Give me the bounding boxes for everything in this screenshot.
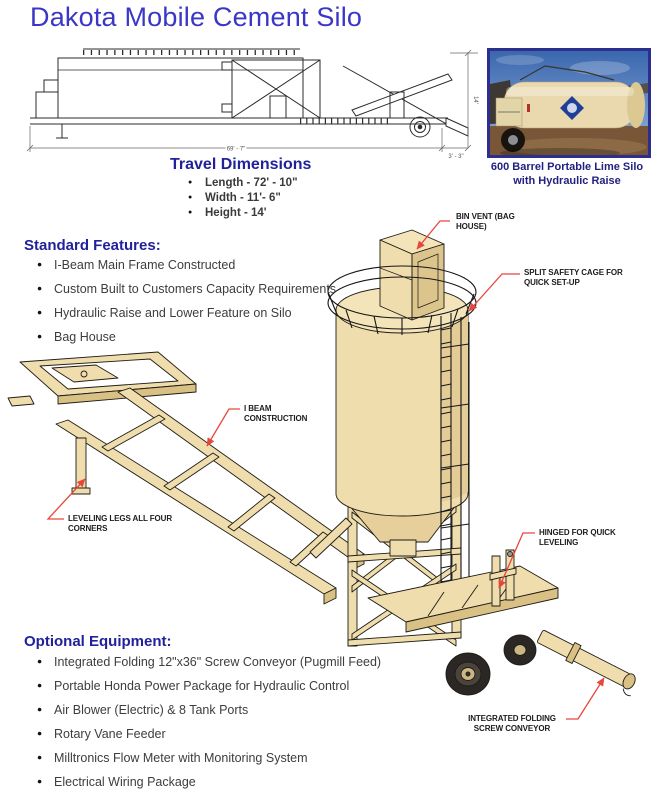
- callout-hinged: HINGED FOR QUICK LEVELING: [539, 528, 616, 547]
- list-item: ● Electrical Wiring Package: [37, 775, 381, 789]
- list-item: ● Rotary Vane Feeder: [37, 727, 381, 741]
- list-item: ● Hydraulic Raise and Lower Feature on Silo: [37, 306, 336, 320]
- optional-equipment-list: [37, 655, 381, 799]
- list-item: ● Air Blower (Electric) & 8 Tank Ports: [37, 703, 381, 717]
- standard-features-list: [37, 258, 336, 354]
- list-item: ● Length - 72' - 10": [188, 177, 298, 189]
- list-item: ● Height - 14': [188, 207, 298, 219]
- photo-caption-line1: 600 Barrel Portable Lime Silo: [490, 161, 644, 173]
- callout-bin-vent: BIN VENT (BAG HOUSE): [456, 212, 515, 231]
- callout-safety-cage: SPLIT SAFETY CAGE FOR QUICK SET-UP: [524, 268, 623, 287]
- dim-height-text: 14': [472, 96, 478, 104]
- list-item: ● Bag House: [37, 330, 336, 344]
- product-photo: [487, 48, 651, 158]
- travel-dimensions-heading: Travel Dimensions: [170, 156, 312, 173]
- optional-equipment-heading: Optional Equipment:: [24, 633, 172, 650]
- callout-screw-conveyor: INTEGRATED FOLDING SCREW CONVEYOR: [468, 714, 556, 733]
- list-item: ● Integrated Folding 12"x36" Screw Conveyor (Pugmill Feed): [37, 655, 381, 669]
- standard-features-heading: Standard Features:: [24, 237, 161, 254]
- list-item: ● I-Beam Main Frame Constructed: [37, 258, 336, 272]
- side-view-drawing: [30, 49, 468, 138]
- dim-length-text: 69' - 7": [226, 146, 246, 153]
- list-item: ● Milltronics Flow Meter with Monitoring System: [37, 751, 381, 765]
- list-item: ● Width - 11'- 6": [188, 192, 298, 204]
- travel-dimensions-list: [188, 177, 298, 222]
- photo-caption-line2: with Hydraulic Raise: [513, 175, 621, 187]
- list-item: ● Custom Built to Customers Capacity Requirements: [37, 282, 336, 296]
- list-item: ● Portable Honda Power Package for Hydraulic Control: [37, 679, 381, 693]
- callout-i-beam: I BEAM CONSTRUCTION: [244, 404, 308, 423]
- dim-rear-text: 3' - 3": [448, 154, 464, 160]
- page-title: Dakota Mobile Cement Silo: [30, 2, 363, 32]
- callout-leveling-legs: LEVELING LEGS ALL FOUR CORNERS: [68, 514, 173, 533]
